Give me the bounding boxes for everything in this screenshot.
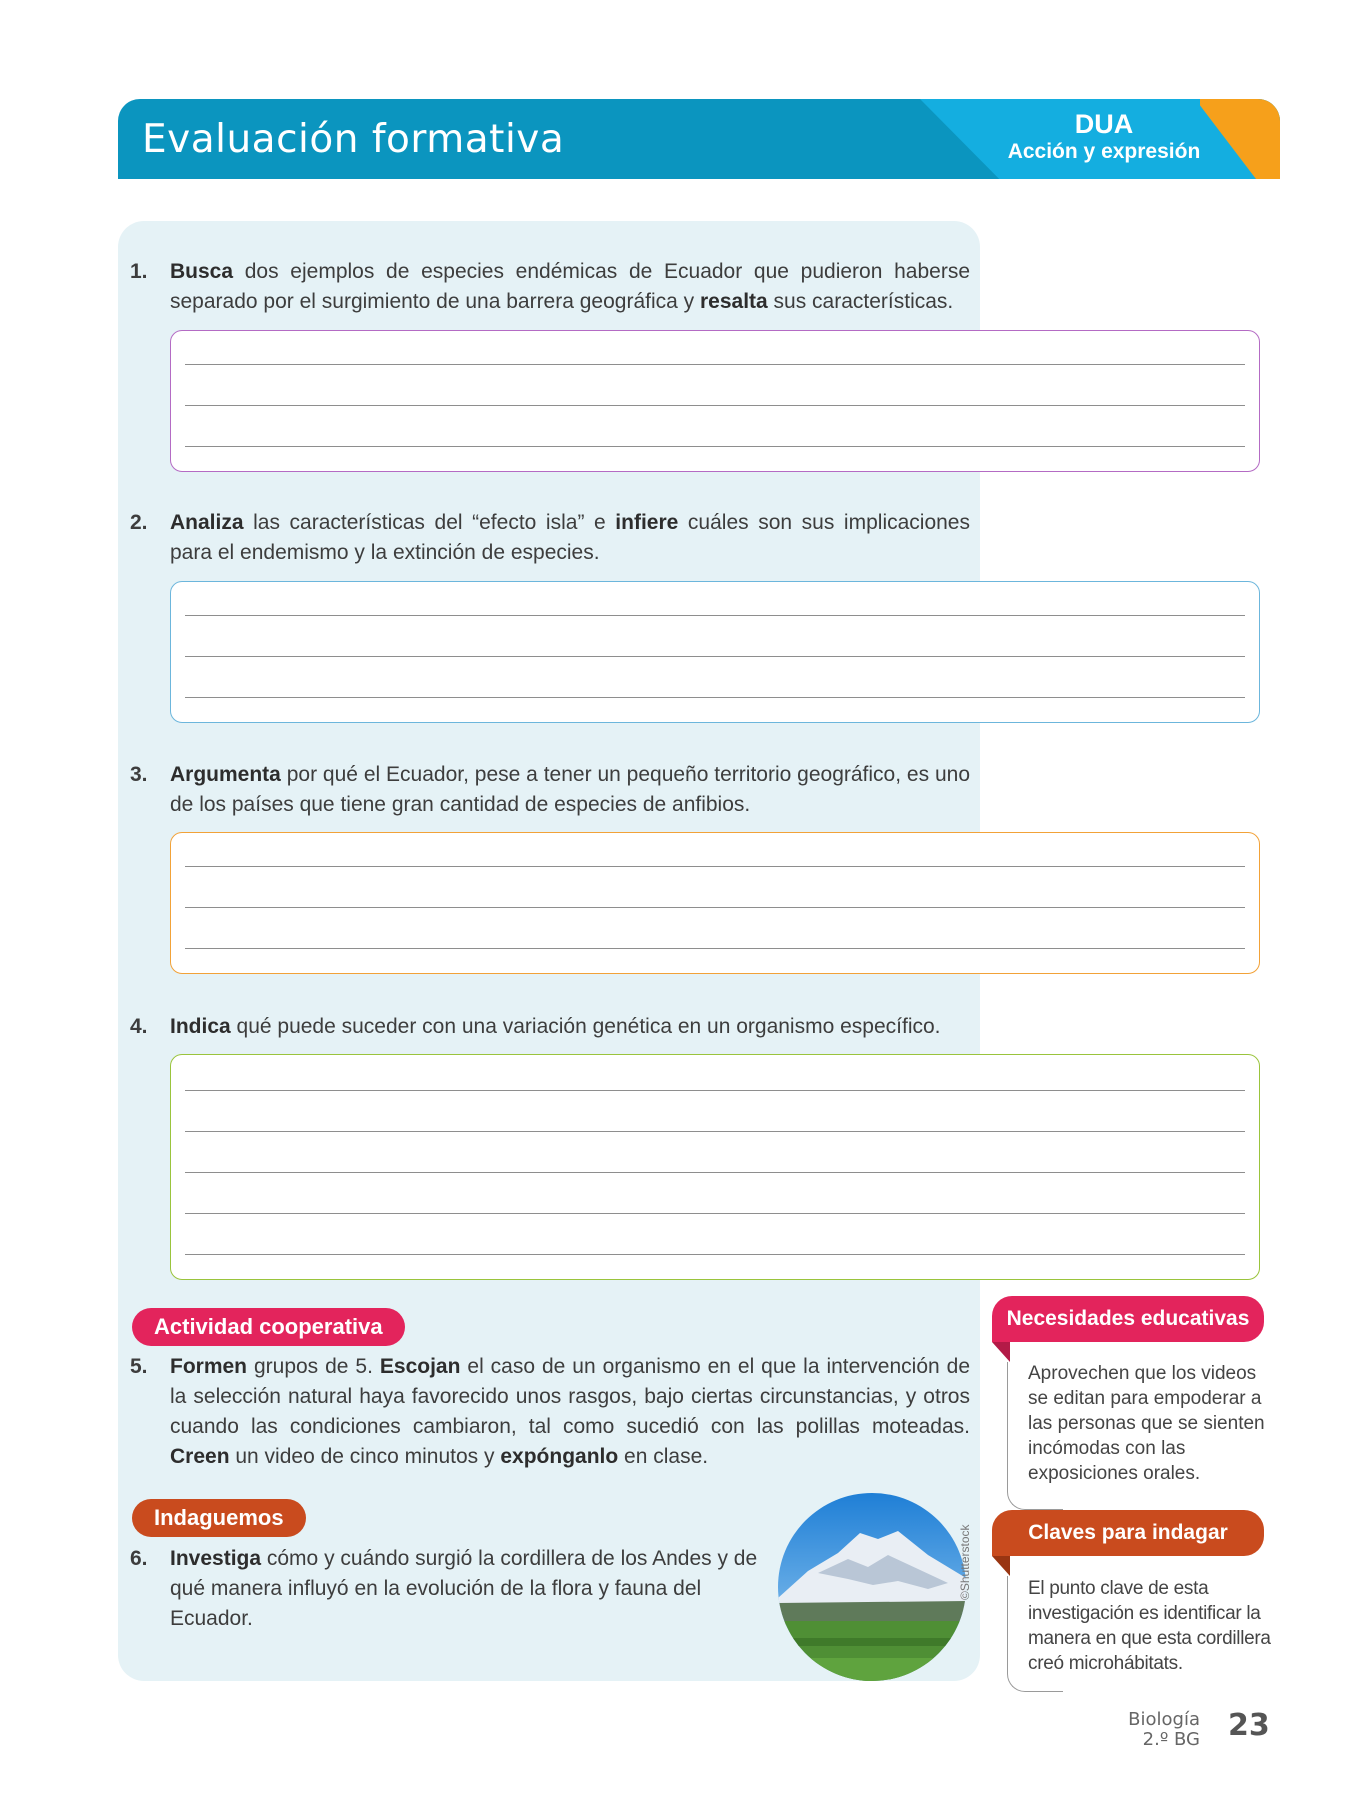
writing-line bbox=[185, 1131, 1245, 1132]
answer-box-2[interactable] bbox=[170, 581, 1260, 723]
question-6 bbox=[130, 1544, 762, 1634]
dua-title: DUA bbox=[1074, 109, 1134, 139]
question-text bbox=[170, 1012, 970, 1042]
writing-line bbox=[185, 1172, 1245, 1173]
header-notch bbox=[992, 1556, 1010, 1576]
subject-name: Biología bbox=[1128, 1709, 1200, 1730]
writing-line bbox=[185, 1090, 1245, 1091]
header-notch bbox=[992, 1342, 1010, 1362]
grade-label: 2.º BG bbox=[1142, 1729, 1200, 1750]
action-verb: Analiza bbox=[170, 511, 244, 534]
action-verb: Busca bbox=[170, 260, 234, 283]
text-segment: dos ejemplos de especies endémicas de Ecuador que pudieron haberse separado por el surgimiento de una barrera geográfica y bbox=[170, 260, 970, 313]
section-header bbox=[118, 99, 1280, 179]
educational-needs-text: Aprovechen que los videos se editan para empoderar a las personas que se sienten incómodas con las exposiciones orales. bbox=[1028, 1363, 1265, 1484]
question-number: 3. bbox=[130, 763, 148, 786]
question-number: 6. bbox=[130, 1547, 148, 1570]
text-segment: qué puede suceder con una variación genética en un organismo específico. bbox=[230, 1015, 941, 1038]
writing-line bbox=[185, 405, 1245, 406]
writing-line bbox=[185, 866, 1245, 867]
dua-subtitle: Acción y expresión bbox=[1007, 140, 1201, 163]
text-segment: cuáles son sus implicaciones para el endemismo y la extinción de especies. bbox=[170, 511, 970, 564]
writing-line bbox=[185, 907, 1245, 908]
question-number: 5. bbox=[130, 1355, 148, 1378]
andes-mountain-photo bbox=[778, 1493, 966, 1681]
cooperative-activity-badge: Actividad cooperativa bbox=[132, 1308, 405, 1346]
question-number: 1. bbox=[130, 260, 148, 283]
writing-line bbox=[185, 656, 1245, 657]
question-text bbox=[170, 1544, 762, 1634]
writing-line bbox=[185, 1213, 1245, 1214]
dua-label bbox=[994, 109, 1214, 165]
writing-line bbox=[185, 697, 1245, 698]
action-verb: infiere bbox=[615, 511, 679, 534]
page-number: 23 bbox=[1228, 1708, 1270, 1743]
action-verb: Investiga bbox=[170, 1547, 262, 1570]
question-number: 4. bbox=[130, 1015, 148, 1038]
question-5 bbox=[130, 1352, 970, 1472]
inquiry-keys-text: El punto clave de esta investigación es identificar la manera en que esta cordillera creó microhábitats. bbox=[1028, 1578, 1271, 1674]
text-segment: un video de cinco minutos y bbox=[229, 1445, 501, 1468]
text-segment: en clase. bbox=[618, 1445, 709, 1468]
action-verb: expónganlo bbox=[500, 1445, 619, 1468]
action-verb: Argumenta bbox=[170, 763, 281, 786]
question-text bbox=[170, 508, 970, 568]
question-number: 2. bbox=[130, 511, 148, 534]
action-verb: Indica bbox=[170, 1015, 231, 1038]
writing-line bbox=[185, 1254, 1245, 1255]
writing-line bbox=[185, 948, 1245, 949]
answer-box-1[interactable] bbox=[170, 330, 1260, 472]
question-text bbox=[170, 760, 970, 820]
inquiry-keys-header: Claves para indagar bbox=[992, 1510, 1264, 1556]
action-verb: Creen bbox=[170, 1445, 230, 1468]
inquiry-badge: Indaguemos bbox=[132, 1499, 306, 1537]
action-verb: Escojan bbox=[379, 1355, 461, 1378]
text-segment: las características del “efecto isla” e bbox=[243, 511, 616, 534]
mountain-illustration bbox=[778, 1493, 966, 1681]
question-text bbox=[170, 257, 970, 317]
writing-line bbox=[185, 615, 1245, 616]
question-4 bbox=[130, 1012, 970, 1042]
question-1 bbox=[130, 257, 970, 317]
answer-box-3[interactable] bbox=[170, 832, 1260, 974]
action-verb: resalta bbox=[699, 290, 768, 313]
writing-line bbox=[185, 446, 1245, 447]
text-segment: por qué el Ecuador, pese a tener un pequeño territorio geográfico, es uno de los países que tiene gran cantidad de especies de anfibios. bbox=[170, 763, 970, 816]
page-title: Evaluación formativa bbox=[142, 117, 565, 162]
answer-box-4[interactable] bbox=[170, 1054, 1260, 1280]
photo-credit: ©Shutterstock bbox=[958, 1524, 972, 1600]
educational-needs-header: Necesidades educativas bbox=[992, 1296, 1264, 1342]
text-segment: el caso de un organismo en el que la intervención de la selección natural haya favorecido unos rasgos, bajo ciertas circunstancias, y otros cuando las condiciones cambiaron, tal como sucedió con las polillas moteadas. bbox=[170, 1355, 970, 1438]
question-2 bbox=[130, 508, 970, 568]
question-text bbox=[170, 1352, 970, 1472]
footer-subject bbox=[1120, 1710, 1200, 1750]
action-verb: Formen bbox=[170, 1355, 248, 1378]
text-segment: cómo y cuándo surgió la cordillera de los Andes y de qué manera influyó en la evolución de la flora y fauna del Ecuador. bbox=[170, 1547, 758, 1630]
question-3 bbox=[130, 760, 970, 820]
writing-line bbox=[185, 364, 1245, 365]
text-segment: sus características. bbox=[767, 290, 954, 313]
text-segment: grupos de 5. bbox=[247, 1355, 380, 1378]
